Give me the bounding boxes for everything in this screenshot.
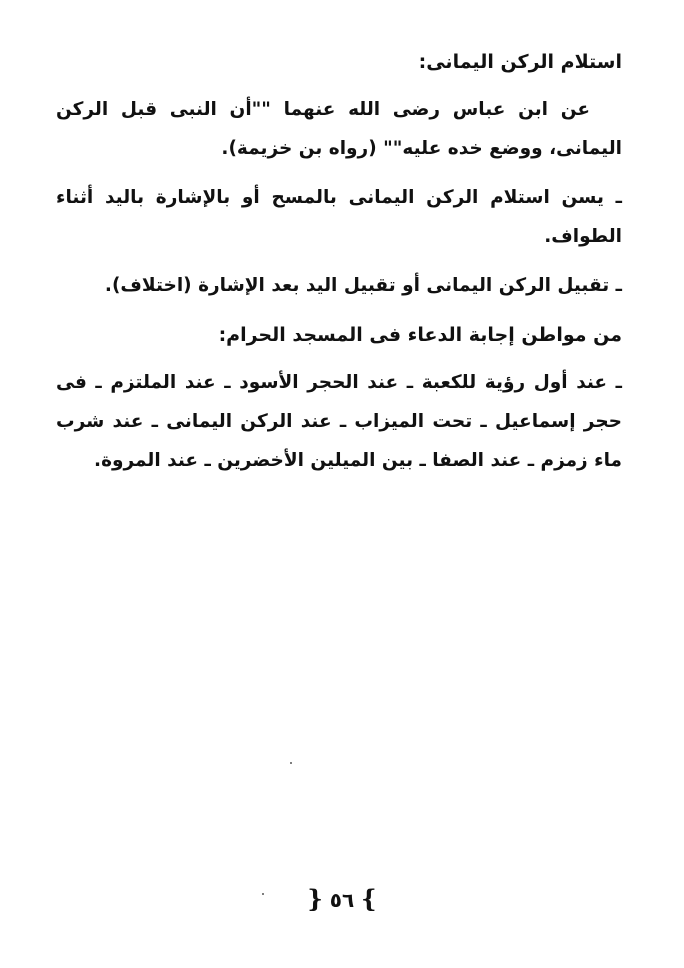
section-heading-dua-places: من مواطن إجابة الدعاء فى المسجد الحرام: xyxy=(218,324,622,346)
footer-close-brace: { xyxy=(307,884,323,913)
section-heading-yemeni-corner: استلام الركن اليمانى: xyxy=(418,51,622,73)
bullet-touching-corner: ـ يسن استلام الركن اليمانى بالمسح أو بالإشارة باليد أثناء الطواف. xyxy=(56,187,622,247)
page-number: ٥٦ xyxy=(329,888,355,912)
hadith-paragraph: عن ابن عباس رضى الله عنهما ""أن النبى قبل الركن اليمانى، ووضع خده عليه"" (رواه بن خزيمة). xyxy=(56,99,622,159)
scan-speck xyxy=(290,762,292,764)
dua-places-paragraph: ـ عند أول رؤية للكعبة ـ عند الحجر الأسود ـ عند الملتزم ـ فى حجر إسماعيل ـ تحت الميزاب ـ عند الركن اليمانى ـ عند شرب ماء زمزم ـ عند الصفا ـ بين الميلين الأخضرين ـ عند المروة. xyxy=(56,372,622,471)
page-number-footer xyxy=(0,884,684,915)
footer-open-brace: } xyxy=(361,884,377,913)
scan-speck xyxy=(262,893,264,895)
bullet-kissing-corner: ـ تقبيل الركن اليمانى أو تقبيل اليد بعد الإشارة (اختلاف). xyxy=(104,275,622,296)
page-content xyxy=(56,42,622,490)
